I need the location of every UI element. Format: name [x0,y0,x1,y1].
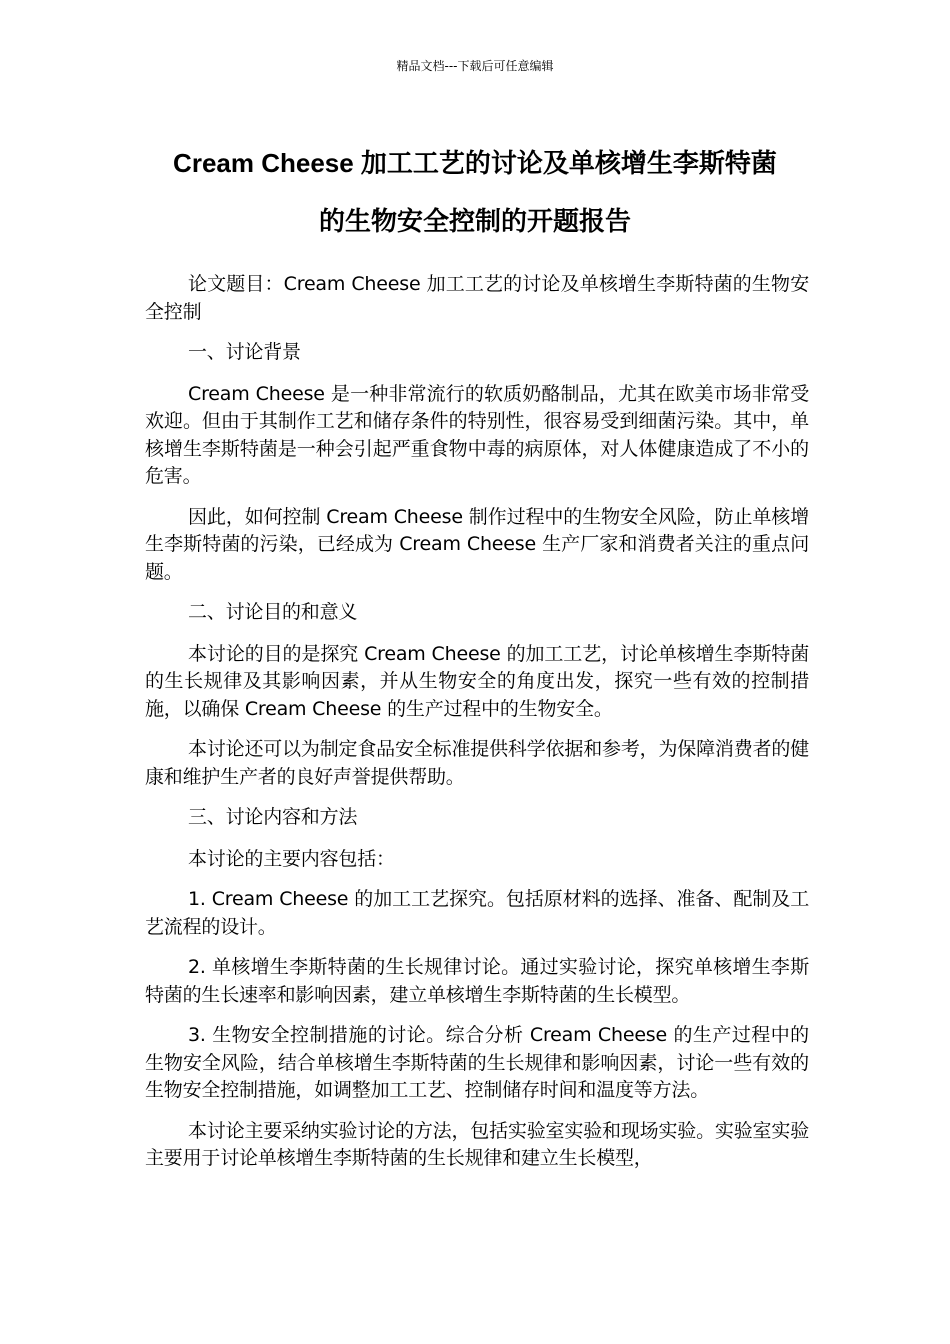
content-item-1: 1. Cream Cheese 的加工工艺探究。包括原材料的选择、准备、配制及工艺流程的设计。 [145,888,809,938]
section-heading-background: 一、讨论背景 [188,341,301,363]
section-heading-purpose: 二、讨论目的和意义 [188,601,358,623]
paper-topic-paragraph: 论文题目：Cream Cheese 加工工艺的讨论及单核增生李斯特菌的生物安全控制 [145,273,809,323]
methods-paragraph: 本讨论主要采纳实验讨论的方法，包括实验室实验和现场实验。实验室实验主要用于讨论单核增生李斯特菌的生长规律和建立生长模型， [145,1119,809,1169]
page-header-note: 精品文档---下载后可任意编辑 [396,59,554,73]
content-item-2: 2. 单核增生李斯特菌的生长规律讨论。通过实验讨论，探究单核增生李斯特菌的生长速率和影响因素，建立单核增生李斯特菌的生长模型。 [145,956,809,1006]
content-item-3: 3. 生物安全控制措施的讨论。综合分析 Cream Cheese 的生产过程中的生物安全风险，结合单核增生李斯特菌的生长规律和影响因素，讨论一些有效的生物安全控制措施，如调整加工工艺、控制储存时间和温度等方法。 [145,1024,809,1101]
purpose-paragraph-1: 本讨论的目的是探究 Cream Cheese 的加工工艺，讨论单核增生李斯特菌的生长规律及其影响因素，并从生物安全的角度出发，探究一些有效的控制措施，以确保 Cream Cheese 的生产过程中的生物安全。 [145,642,809,720]
document-body [145,271,809,1186]
purpose-paragraph-2: 本讨论还可以为制定食品安全标准提供科学依据和参考，为保障消费者的健康和维护生产者的良好声誉提供帮助。 [145,738,809,788]
content-intro-paragraph: 本讨论的主要内容包括： [188,847,395,870]
document-title-line-2: 的生物安全控制的开题报告 [318,206,631,236]
section-heading-content-methods: 三、讨论内容和方法 [188,806,358,828]
background-paragraph-1: Cream Cheese 是一种非常流行的软质奶酪制品，尤其在欧美市场非常受欢迎。但由于其制作工艺和储存条件的特别性，很容易受到细菌污染。其中，单核增生李斯特菌是一种会引起严重食物中毒的病原体，对人体健康造成了不小的危害。 [145,382,809,487]
background-paragraph-2: 因此，如何控制 Cream Cheese 制作过程中的生物安全风险，防止单核增生李斯特菌的污染，已经成为 Cream Cheese 生产厂家和消费者关注的重点问题。 [145,505,809,583]
document-title-line-1: Cream Cheese 加工工艺的讨论及单核增生李斯特菌 [173,148,777,178]
document-title [130,134,820,250]
